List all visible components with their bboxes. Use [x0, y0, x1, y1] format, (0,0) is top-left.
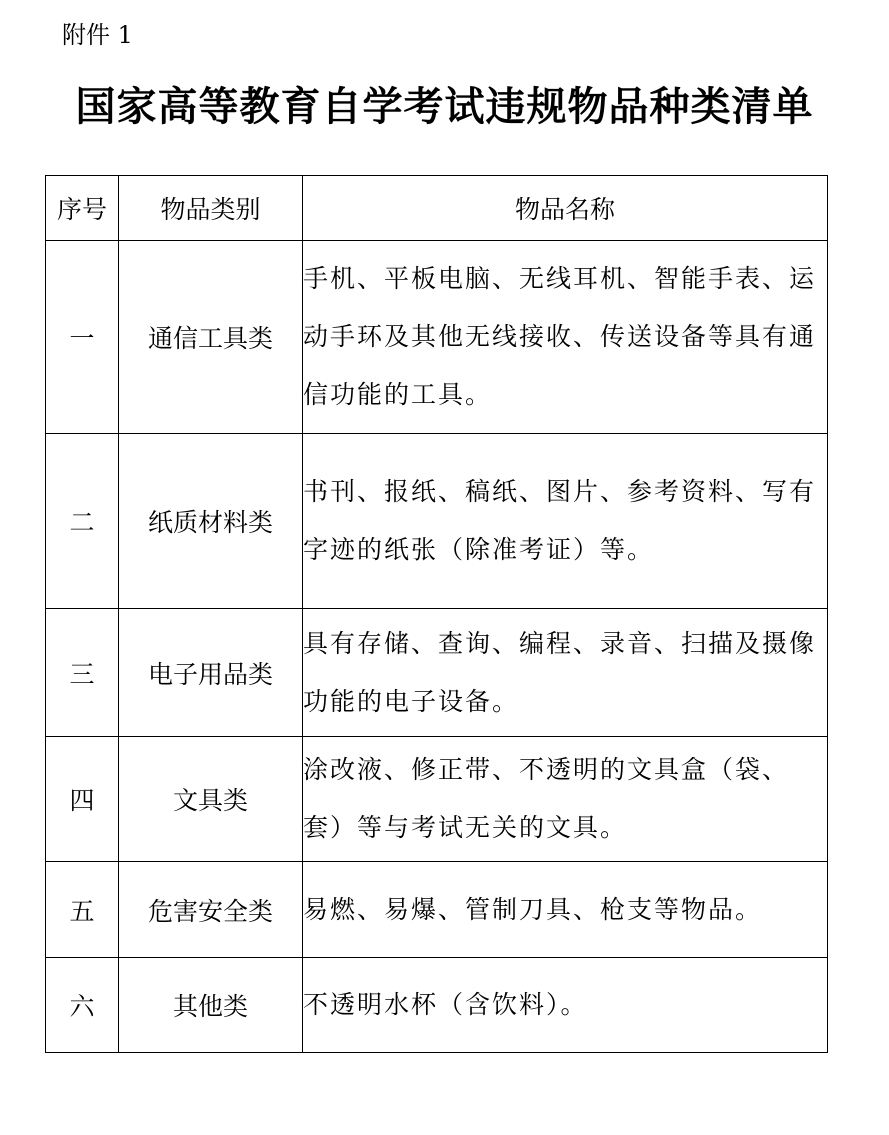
- row-category: 危害安全类: [119, 862, 303, 958]
- table-row: [46, 958, 828, 1053]
- row-category: 纸质材料类: [119, 434, 303, 609]
- row-category: 其他类: [119, 958, 303, 1053]
- row-items: 书刊、报纸、稿纸、图片、参考资料、写有字迹的纸张（除准考证）等。: [303, 434, 828, 609]
- document-title: 国家高等教育自学考试违规物品种类清单: [75, 83, 814, 130]
- row-category: 电子用品类: [119, 609, 303, 737]
- table-row: [46, 862, 828, 958]
- table-header-row: [46, 176, 828, 241]
- column-header-item-names: 物品名称: [303, 176, 828, 241]
- row-number: 二: [46, 434, 119, 609]
- row-items: 手机、平板电脑、无线耳机、智能手表、运动手环及其他无线接收、传送设备等具有通信功能的工具。: [303, 241, 828, 434]
- row-category: 文具类: [119, 737, 303, 862]
- prohibited-items-table: [45, 175, 828, 1053]
- column-header-number: 序号: [46, 176, 119, 241]
- column-header-category: 物品类别: [119, 176, 303, 241]
- row-items: 涂改液、修正带、不透明的文具盒（袋、套）等与考试无关的文具。: [303, 737, 828, 862]
- table-row: [46, 609, 828, 737]
- table-row: [46, 434, 828, 609]
- row-number: 四: [46, 737, 119, 862]
- row-number: 一: [46, 241, 119, 434]
- attachment-label: 附件 1: [62, 21, 133, 49]
- row-number: 五: [46, 862, 119, 958]
- row-category: 通信工具类: [119, 241, 303, 434]
- row-items: 不透明水杯（含饮料）。: [303, 958, 828, 1053]
- row-number: 六: [46, 958, 119, 1053]
- row-items: 具有存储、查询、编程、录音、扫描及摄像功能的电子设备。: [303, 609, 828, 737]
- row-number: 三: [46, 609, 119, 737]
- table-row: [46, 241, 828, 434]
- table-row: [46, 737, 828, 862]
- row-items: 易燃、易爆、管制刀具、枪支等物品。: [303, 862, 828, 958]
